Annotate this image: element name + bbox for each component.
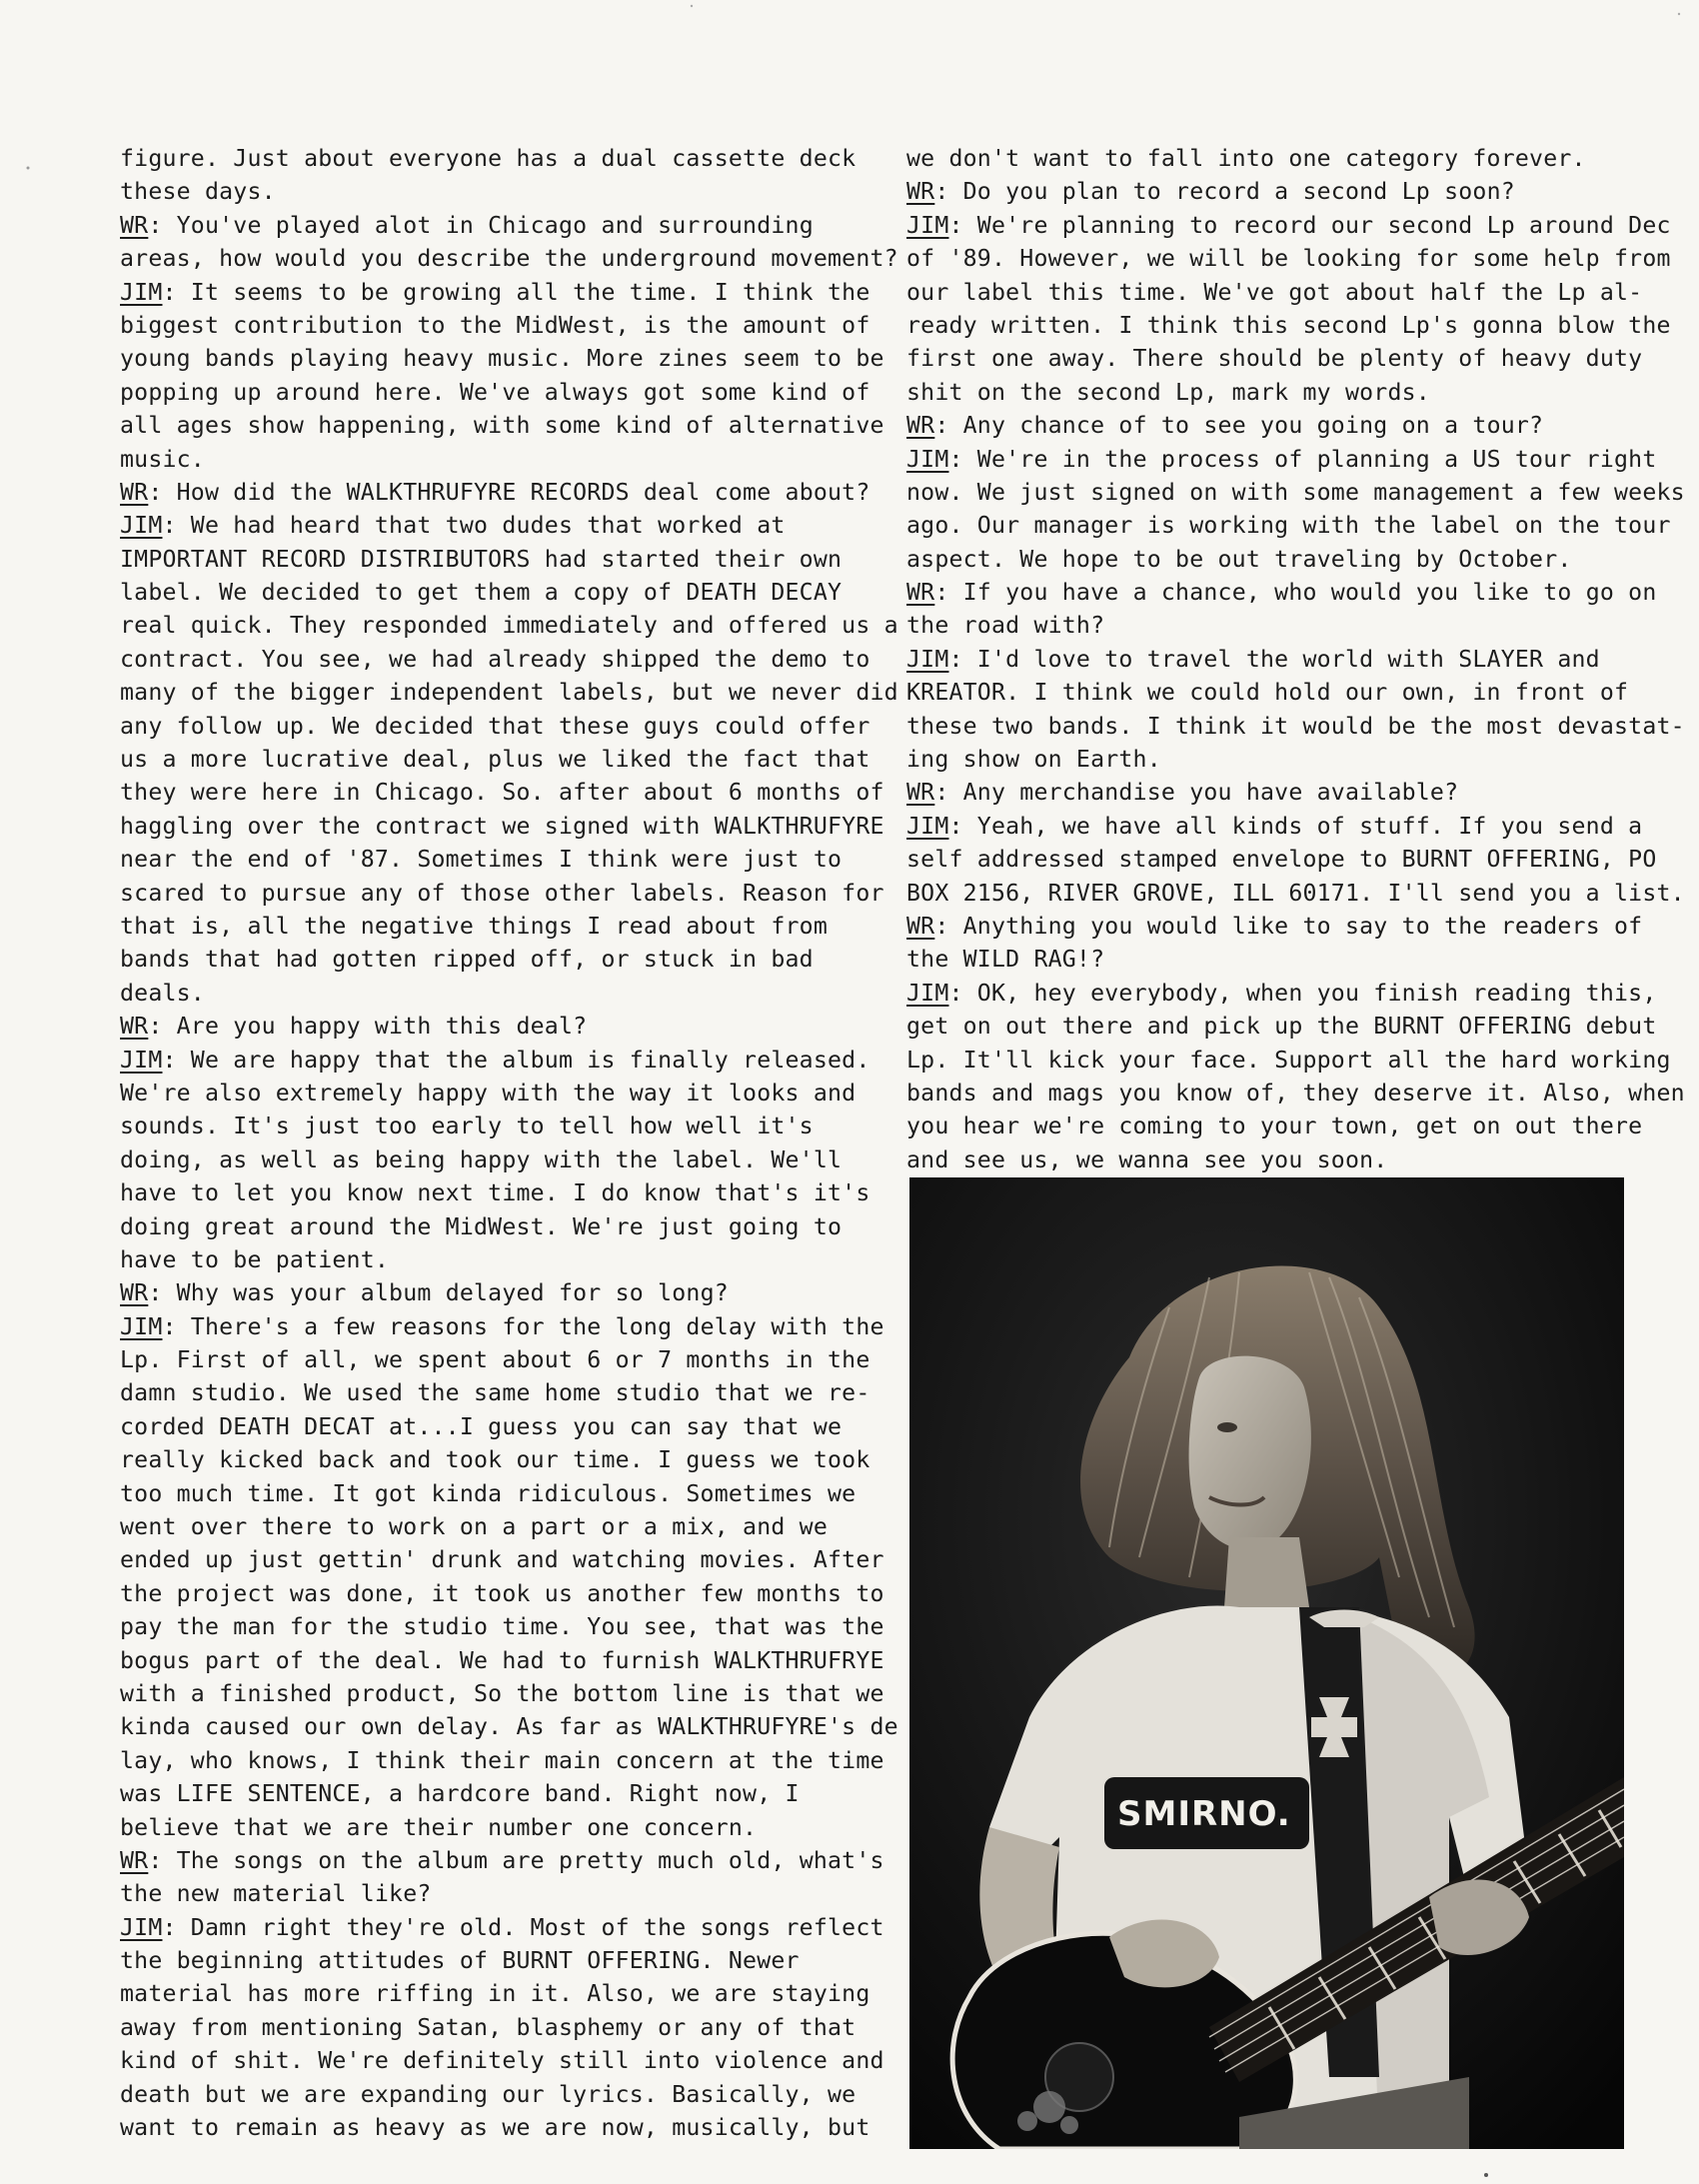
speaker-label: JIM [906,211,949,239]
text-line [120,1010,879,1043]
text-line: corded DEATH DECAT at...I guess you can say that we [120,1412,843,1440]
guitarist-photo [909,1177,1624,2149]
speaker-text: : Damn right they're old. Most of the songs reflect [162,1913,884,1941]
text-line [906,443,1666,476]
speaker-label: WR [906,412,935,440]
text-line [120,1044,879,1077]
text-line [906,776,1666,809]
text-line: ready written. I think this second Lp's gonna blow the [906,311,1671,339]
speaker-text: : Why was your album delayed for so long? [148,1279,729,1307]
text-line: KREATOR. I think we could hold our own, in front of [906,679,1629,707]
text-line: bands that had gotten ripped off, or stuck in bad [120,946,814,974]
text-line: these days. [120,178,276,206]
text-line [906,409,1666,442]
text-line: real quick. They responded immediately and offered us a [120,612,898,640]
speaker-label: JIM [120,1312,163,1340]
speaker-text: : If you have a chance, who would you like to go on [934,579,1657,607]
text-line: went over there to work on a part or a mix, and we [120,1513,829,1541]
speaker-label: JIM [120,1046,163,1074]
speaker-text: : We are happy that the album is finally released. [162,1046,870,1074]
text-line: believe that we are their number one concern. [120,1813,758,1841]
speaker-text: : The songs on the album are pretty much old, what's [148,1846,884,1874]
text-line: the beginning attitudes of BURNT OFFERING. Newer [120,1947,800,1975]
text-line: deals. [120,979,205,1007]
speaker-text: : Any chance of to see you going on a tour? [934,412,1544,440]
text-line: label. We decided to get them a copy of DEATH DECAY [120,579,843,607]
text-line: the new material like? [120,1880,432,1908]
text-line [120,209,879,242]
text-line: young bands playing heavy music. More zines seem to be [120,345,884,373]
text-line: sounds. It's just too early to tell how well it's [120,1112,814,1140]
text-line: too much time. It got kinda ridiculous. Sometimes we [120,1479,856,1507]
text-line: lay, who knows, I think their main concern at the time [120,1746,884,1774]
text-line [906,576,1666,609]
text-line [906,977,1666,1010]
text-line: ago. Our manager is working with the label on the tour [906,512,1671,540]
text-line [120,1310,884,1343]
text-line: have to let you know next time. I do know that's it's [120,1179,870,1207]
text-line [120,1276,879,1309]
speaker-text: : Anything you would like to say to the readers of [934,912,1643,940]
text-line: have to be patient. [120,1245,390,1273]
speaker-label: JIM [906,812,949,840]
text-line: ended up just gettin' drunk and watching movies. After [120,1546,884,1574]
speaker-label: JIM [120,512,163,540]
text-line [906,209,1671,242]
text-line: doing great around the MidWest. We're just going to [120,1212,843,1240]
speaker-label: JIM [906,445,949,473]
text-line: we don't want to fall into one category forever. [906,145,1586,172]
text-line: pay the man for the studio time. You see, that was the [120,1613,884,1641]
text-line [906,643,1666,676]
text-line: near the end of '87. Sometimes I think were just to [120,846,843,874]
speaker-label: WR [120,1013,149,1041]
speaker-label: WR [120,1846,149,1874]
text-line: death but we are expanding our lyrics. Basically, we [120,2080,856,2108]
text-line: Lp. First of all, we spent about 6 or 7 months in the [120,1346,870,1374]
speaker-text: : It seems to be growing all the time. I think the [162,278,870,306]
text-line: the WILD RAG!? [906,946,1105,974]
text-line: and see us, we wanna see you soon. [906,1145,1388,1173]
text-line: material has more riffing in it. Also, we are staying [120,1980,870,2008]
speaker-text: : Any merchandise you have available? [934,779,1459,807]
text-line: music. [120,445,205,473]
speaker-text: : I'd love to travel the world with SLAYER and [948,645,1600,673]
interview-right-column [906,142,1685,1176]
text-line: biggest contribution to the MidWest, is the amount of [120,311,870,339]
text-line: with a finished product, So the bottom line is that we [120,1679,884,1707]
speaker-text: : We're in the process of planning a US tour right [948,445,1657,473]
speaker-text: : We're planning to record our second Lp around Dec [948,211,1671,239]
speaker-label: WR [906,779,935,807]
text-line: scared to pursue any of those other labels. Reason for [120,879,884,907]
speaker-label: WR [120,1279,149,1307]
text-line: BOX 2156, RIVER GROVE, ILL 60171. I'll send you a list. [906,879,1685,907]
speaker-label: JIM [906,645,949,673]
text-line: shit on the second Lp, mark my words. [906,378,1430,406]
text-line: us a more lucrative deal, plus we liked the fact that [120,746,870,774]
speaker-label: WR [906,912,935,940]
speaker-label: JIM [120,278,163,306]
text-line: ing show on Earth. [906,746,1161,774]
speaker-text: : You've played alot in Chicago and surrounding [148,211,814,239]
text-line [906,910,1666,943]
speaker-label: WR [120,211,149,239]
text-line: haggling over the contract we signed with WALKTHRUFYRE [120,812,884,840]
text-line: bands and mags you know of, they deserve it. Also, when [906,1079,1685,1106]
speaker-label: JIM [906,979,949,1007]
text-line: contract. You see, we had already shipped the demo to [120,645,870,673]
text-line: the road with? [906,612,1105,640]
speaker-text: : Do you plan to record a second Lp soon? [934,178,1515,206]
text-line: really kicked back and took our time. I guess we took [120,1446,870,1474]
text-line: first one away. There should be plenty of heavy duty [906,345,1643,373]
text-line: the project was done, it took us another few months to [120,1579,884,1607]
text-line: want to remain as heavy as we are now, musically, but [120,2114,870,2142]
speaker-text: : OK, hey everybody, when you finish reading this, [948,979,1657,1007]
speaker-text: : There's a few reasons for the long delay with the [162,1312,884,1340]
speaker-label: WR [120,478,149,506]
text-line: all ages show happening, with some kind of alternative [120,412,884,440]
text-line: these two bands. I think it would be the most devastat- [906,712,1685,740]
text-line: bogus part of the deal. We had to furnish WALKTHRUFRYE [120,1646,884,1674]
text-line: damn studio. We used the same home studio that we re- [120,1379,870,1407]
shirt-logo-text: SMIRNO. [1117,1794,1291,1834]
text-line: areas, how would you describe the underground movement? [120,245,898,273]
text-line: figure. Just about everyone has a dual cassette deck [120,145,856,172]
text-line: that is, all the negative things I read about from [120,912,829,940]
guitarist-illustration [909,1177,1624,2149]
speaker-label: WR [906,178,935,206]
speaker-label: WR [906,579,935,607]
text-line [120,509,879,542]
text-line: kinda caused our own delay. As far as WALKTHRUFYRE's de [120,1713,898,1741]
speaker-text: : We had heard that two dudes that worked at [162,512,786,540]
text-line: self addressed stamped envelope to BURNT OFFERING, PO [906,846,1657,874]
text-line: you hear we're coming to your town, get on out there [906,1112,1643,1140]
text-line: We're also extremely happy with the way it looks and [120,1079,856,1106]
text-line [906,810,1666,843]
text-line: of '89. However, we will be looking for some help from [906,245,1671,273]
speaker-text: : How did the WALKTHRUFYRE RECORDS deal come about? [148,478,870,506]
text-line: aspect. We hope to be out traveling by October. [906,545,1572,573]
speaker-text: : Are you happy with this deal? [148,1013,588,1041]
interview-left-column [120,142,898,2144]
text-line [120,276,879,309]
speaker-label: JIM [120,1913,163,1941]
text-line: popping up around here. We've always got some kind of [120,378,870,406]
text-line [906,175,1666,208]
text-line: our label this time. We've got about half the Lp al- [906,278,1643,306]
text-line [120,476,879,509]
text-line [120,1844,884,1877]
text-line: doing, as well as being happy with the label. We'll [120,1145,843,1173]
text-line: IMPORTANT RECORD DISTRIBUTORS had started their own [120,545,843,573]
speaker-text: : Yeah, we have all kinds of stuff. If you send a [948,812,1643,840]
text-line: now. We just signed on with some management a few weeks [906,478,1685,506]
text-line: they were here in Chicago. So. after about 6 months of [120,779,884,807]
text-line: any follow up. We decided that these guys could offer [120,712,870,740]
text-line: Lp. It'll kick your face. Support all the hard working [906,1046,1671,1074]
text-line: get on out there and pick up the BURNT OFFERING debut [906,1013,1657,1041]
text-line: away from mentioning Satan, blasphemy or any of that [120,2013,856,2041]
text-line: kind of shit. We're definitely still into violence and [120,2047,884,2075]
text-line: was LIFE SENTENCE, a hardcore band. Right now, I [120,1780,800,1808]
text-line [120,1911,884,1944]
text-line: many of the bigger independent labels, but we never did [120,679,898,707]
